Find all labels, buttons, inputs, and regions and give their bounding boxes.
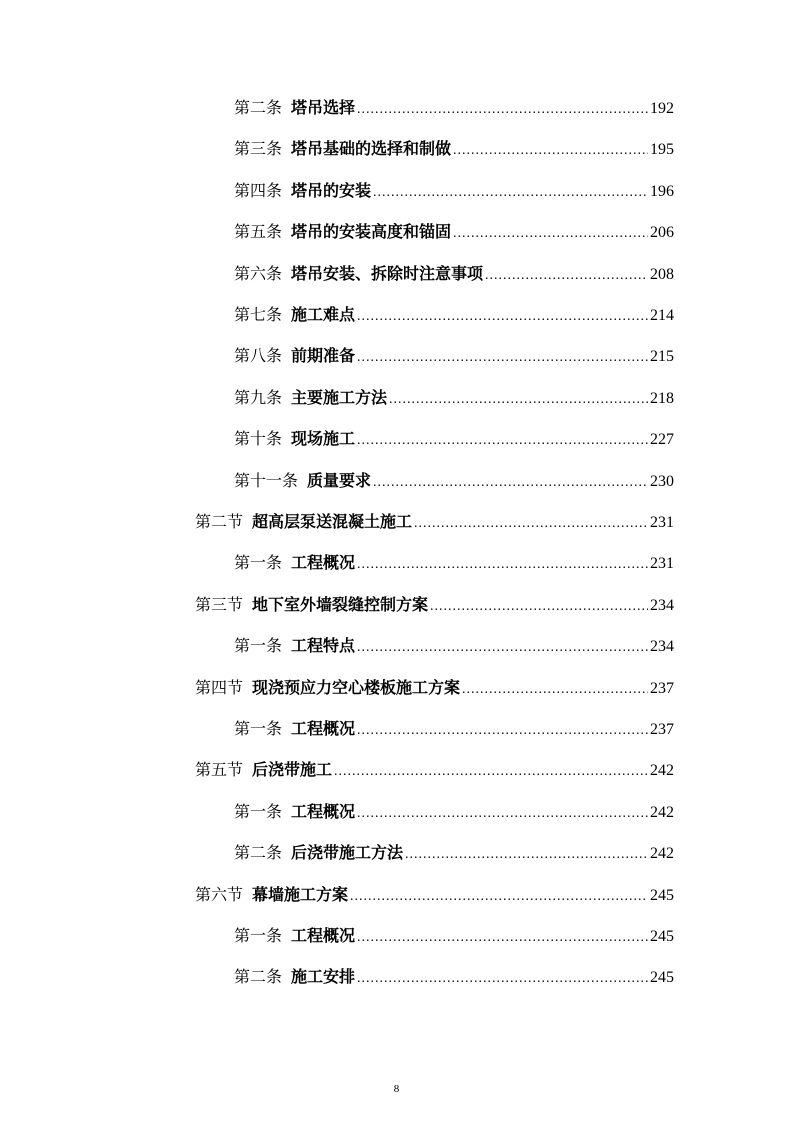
- toc-entry-page: 227: [650, 431, 674, 448]
- toc-entry-number: 第一条: [234, 719, 283, 738]
- toc-article-entry[interactable]: [234, 97, 674, 119]
- toc-dot-leader: [357, 927, 648, 949]
- toc-entry-title: 现浇预应力空心楼板施工方案: [252, 678, 461, 697]
- toc-entry-number: 第三节: [195, 595, 244, 614]
- toc-entry-page: 242: [650, 762, 674, 779]
- toc-entry-title: 后浇带施工方法: [291, 843, 404, 862]
- toc-entry-number: 第二条: [234, 967, 283, 986]
- page-number: 8: [393, 1083, 400, 1095]
- toc-dot-leader: [357, 306, 648, 328]
- toc-entry-page: 231: [650, 555, 674, 572]
- toc-article-entry[interactable]: [234, 842, 674, 864]
- toc-entry-title: 地下室外墙裂缝控制方案: [252, 595, 429, 614]
- toc-entry-title: 超高层泵送混凝土施工: [252, 512, 413, 531]
- toc-entry-title: 塔吊基础的选择和制做: [291, 139, 452, 158]
- toc-article-entry[interactable]: [234, 966, 674, 988]
- toc-entry-page: 245: [650, 887, 674, 904]
- toc-section-entry[interactable]: [195, 677, 674, 699]
- toc-entry-page: 206: [650, 224, 674, 241]
- toc-entry-page: 214: [650, 307, 674, 324]
- toc-entry-page: 245: [650, 969, 674, 986]
- toc-entry-title: 质量要求: [307, 471, 372, 490]
- toc-article-entry[interactable]: [234, 718, 674, 740]
- toc-entry-page: 215: [650, 348, 674, 365]
- toc-article-entry[interactable]: [234, 345, 674, 367]
- toc-article-entry[interactable]: [234, 552, 674, 574]
- toc-dot-leader: [357, 430, 648, 452]
- toc-entry-page: 245: [650, 928, 674, 945]
- toc-dot-leader: [373, 182, 648, 204]
- toc-entry-title: 幕墙施工方案: [252, 885, 349, 904]
- toc-entry-number: 第二条: [234, 98, 283, 117]
- toc-entry-number: 第六节: [195, 885, 244, 904]
- toc-entry-number: 第七条: [234, 305, 283, 324]
- toc-article-entry[interactable]: [234, 635, 674, 657]
- toc-entry-number: 第一条: [234, 553, 283, 572]
- toc-dot-leader: [350, 886, 648, 908]
- toc-section-entry[interactable]: [195, 759, 674, 781]
- toc-section-entry[interactable]: [195, 594, 674, 616]
- toc-dot-leader: [357, 968, 648, 990]
- toc-dot-leader: [357, 554, 648, 576]
- toc-entry-page: 195: [650, 141, 674, 158]
- toc-entry-title: 工程概况: [291, 802, 356, 821]
- toc-article-entry[interactable]: [234, 801, 674, 823]
- toc-entry-page: 234: [650, 638, 674, 655]
- toc-dot-leader: [334, 761, 648, 783]
- toc-dot-leader: [430, 596, 648, 618]
- toc-dot-leader: [485, 265, 648, 287]
- toc-article-entry[interactable]: [234, 180, 674, 202]
- toc-article-entry[interactable]: [234, 428, 674, 450]
- toc-entry-number: 第二节: [195, 512, 244, 531]
- toc-entry-page: 192: [650, 100, 674, 117]
- toc-dot-leader: [389, 389, 648, 411]
- toc-entry-number: 第二条: [234, 843, 283, 862]
- toc-article-entry[interactable]: [234, 263, 674, 285]
- toc-dot-leader: [405, 844, 648, 866]
- toc-entry-page: 237: [650, 680, 674, 697]
- toc-entry-page: 234: [650, 597, 674, 614]
- toc-article-entry[interactable]: [234, 221, 674, 243]
- toc-dot-leader: [373, 472, 648, 494]
- toc-dot-leader: [462, 679, 648, 701]
- toc-entry-title: 主要施工方法: [291, 388, 388, 407]
- toc-entry-number: 第十一条: [234, 471, 299, 490]
- toc-entry-number: 第六条: [234, 264, 283, 283]
- toc-entry-page: 242: [650, 845, 674, 862]
- toc-dot-leader: [453, 223, 648, 245]
- toc-dot-leader: [357, 637, 648, 659]
- toc-entry-page: 230: [650, 473, 674, 490]
- toc-entry-title: 塔吊的安装: [291, 181, 372, 200]
- toc-dot-leader: [357, 99, 648, 121]
- toc-dot-leader: [357, 803, 648, 825]
- toc-entry-number: 第四节: [195, 678, 244, 697]
- toc-entry-page: 242: [650, 804, 674, 821]
- toc-entry-number: 第四条: [234, 181, 283, 200]
- toc-entry-title: 施工安排: [291, 967, 356, 986]
- toc-entry-title: 塔吊选择: [291, 98, 356, 117]
- toc-entry-title: 前期准备: [291, 346, 356, 365]
- toc-section-entry[interactable]: [195, 511, 674, 533]
- toc-entry-page: 196: [650, 183, 674, 200]
- toc-dot-leader: [453, 140, 648, 162]
- toc-entry-title: 现场施工: [291, 429, 356, 448]
- toc-entry-number: 第五条: [234, 222, 283, 241]
- toc-dot-leader: [357, 720, 648, 742]
- toc-entry-number: 第一条: [234, 802, 283, 821]
- toc-article-entry[interactable]: [234, 925, 674, 947]
- toc-entry-title: 工程概况: [291, 719, 356, 738]
- toc-article-entry[interactable]: [234, 387, 674, 409]
- toc-entry-page: 208: [650, 266, 674, 283]
- toc-entry-number: 第三条: [234, 139, 283, 158]
- toc-entry-title: 工程概况: [291, 926, 356, 945]
- toc-entry-number: 第九条: [234, 388, 283, 407]
- toc-entry-number: 第八条: [234, 346, 283, 365]
- toc-entry-number: 第一条: [234, 926, 283, 945]
- toc-entry-page: 237: [650, 721, 674, 738]
- toc-entry-title: 工程概况: [291, 553, 356, 572]
- toc-dot-leader: [414, 513, 648, 535]
- toc-entry-title: 塔吊安装、拆除时注意事项: [291, 264, 484, 283]
- toc-entry-page: 231: [650, 514, 674, 531]
- toc-entry-number: 第十条: [234, 429, 283, 448]
- toc-entry-title: 塔吊的安装高度和锚固: [291, 222, 452, 241]
- toc-entry-title: 施工难点: [291, 305, 356, 324]
- toc-entry-title: 工程特点: [291, 636, 356, 655]
- toc-entry-number: 第五节: [195, 760, 244, 779]
- toc-article-entry[interactable]: [234, 470, 674, 492]
- toc-article-entry[interactable]: [234, 304, 674, 326]
- toc-section-entry[interactable]: [195, 884, 674, 906]
- toc-article-entry[interactable]: [234, 138, 674, 160]
- toc-dot-leader: [357, 347, 648, 369]
- toc-entry-title: 后浇带施工: [252, 760, 333, 779]
- toc-entry-page: 218: [650, 390, 674, 407]
- toc-entry-number: 第一条: [234, 636, 283, 655]
